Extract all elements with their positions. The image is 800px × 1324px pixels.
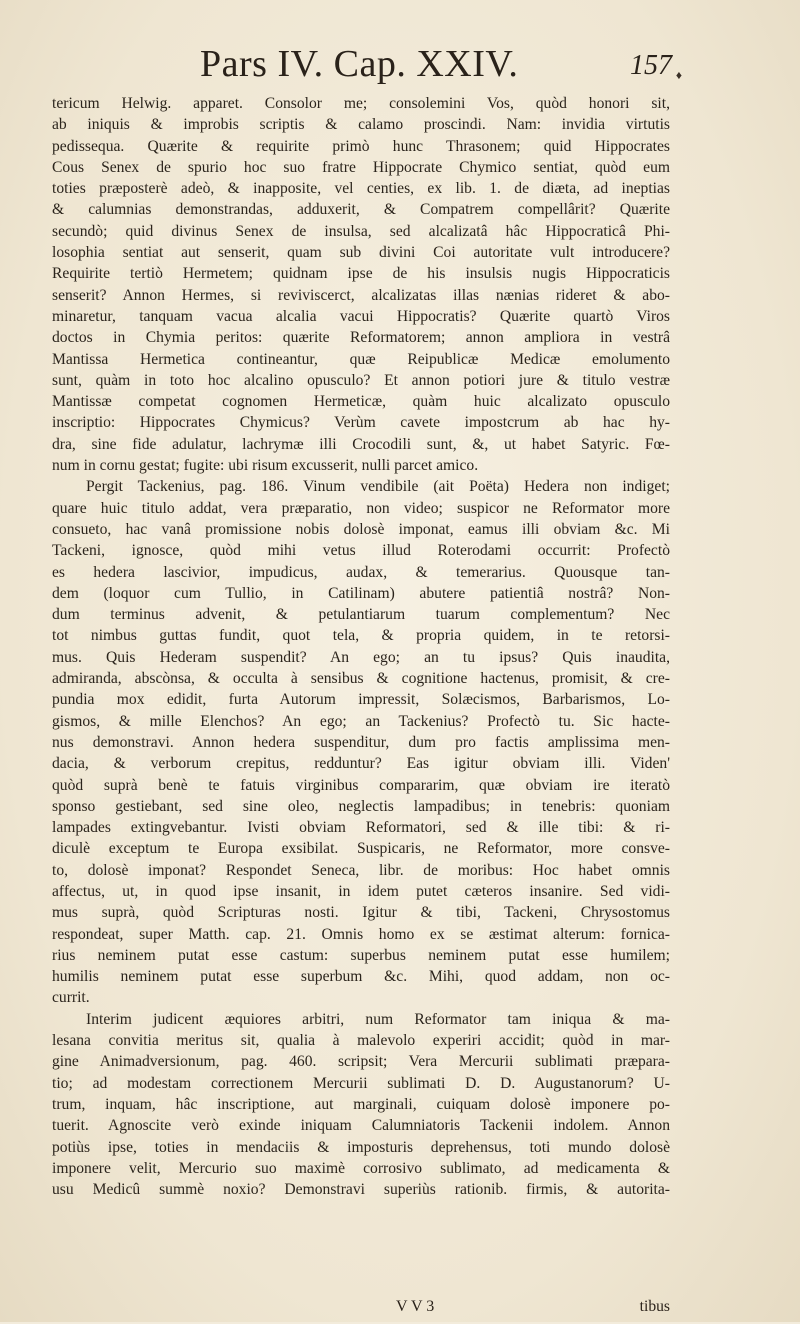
text-line: affectus, ut, in quod ipse insanit, in idem putet cæteros insanire. Sed vidi- <box>52 882 670 900</box>
text-line: tio; ad modestam correctionem Mercurii sublimati D. D. Augustanorum? U- <box>52 1074 670 1092</box>
text-line: es hedera lascivior, impudicus, audax, & temerarius. Quousque tan- <box>52 563 670 581</box>
page-header <box>0 42 800 92</box>
text-line: ab iniquis & improbis scriptis & calamo proscindi. Nam: invidia virtutis <box>52 116 670 134</box>
text-line: Interim judicent æquiores arbitri, num Reformator tam iniqua & ma- <box>86 1010 670 1028</box>
text-line: doctos in Chymia peritos: quærite Reformatorem; annon ampliora in vestrâ <box>52 329 670 347</box>
text-line: mus suprà, quòd Scripturas nosti. Igitur & tibi, Tackeni, Chrysostomus <box>52 904 670 922</box>
text-line: mus. Quis Hederam suspendit? An ego; an tu ipsus? Quis inaudita, <box>52 648 670 666</box>
text-line: diculè exceptum te Europa exsibilat. Suspicaris, ne Reformator, more consve- <box>52 840 670 858</box>
text-line: gine Animadversionum, pag. 460. scripsit; Vera Mercurii sublimati præpara- <box>52 1053 670 1071</box>
text-line: tericum Helwig. apparet. Consolor me; consolemini Vos, quòd honori sit, <box>52 95 670 112</box>
text-line: consueto, hac vanâ promissione nobis dolosè imponat, eamus illi obviam &c. Mi <box>52 520 670 538</box>
text-line: admiranda, abscònsa, & occulta à sensibus & cognitione hactenus, promisit, & cre- <box>52 670 670 688</box>
text-line: inscriptio: Hippocrates Chymicus? Verùm cavete impostcrum ab hac hy- <box>52 414 670 432</box>
signature-mark: V V 3 <box>396 1298 435 1315</box>
text-line: & calumnias demonstrandas, adduxerit, & Compatrem compellârit? Quærite <box>52 201 670 219</box>
text-line: minaretur, tanquam vacua alcalia vacui Hippocratis? Quærite quartò Viros <box>52 307 670 325</box>
text-line: Mantissæ competat cognomen Hermeticæ, quàm huic alcalizato opusculo <box>52 393 670 411</box>
text-line: dacia, & verborum crepitus, redduntur? Eas igitur obviam illi. Viden' <box>52 755 670 773</box>
text-line: potiùs ipse, toties in mendaciis & imposturis deprehensus, toti mundo dolosè <box>52 1138 670 1156</box>
text-line: secundò; quid divinus Senex de insulsa, sed alcalizatâ hâc Hippocraticâ Phi- <box>52 222 670 240</box>
page-footer <box>0 1298 800 1324</box>
text-line: dum terminus advenit, & petulantiarum tuarum complementum? Nec <box>52 606 670 624</box>
text-line: losophia sentiat aut senserit, quam sub divini Coi autoritate vult introducere? <box>52 244 670 262</box>
corner-mark: ♦ <box>675 68 682 82</box>
text-line: pundia mox edidit, furta Autorum impressit, Solæcismos, Barbarismos, Lo- <box>52 691 670 709</box>
text-line: Requirite tertiò Hermetem; quidnam ipse de his insulsis nugis Hippocraticis <box>52 265 670 283</box>
text-line: tuerit. Agnoscite verò exinde iniquam Calumniatoris Tackenii indolem. Annon <box>52 1117 670 1135</box>
text-line: lampades extingvebantur. Ivisti obviam Reformatori, sed & ille tibi: & ri- <box>52 819 670 837</box>
text-line: lesana convitia meritus sit, qualia à malevolo experiri accidit; quòd in mar- <box>52 1032 670 1050</box>
text-line: quare huic titulo addat, vera præparatio, non video; suspicor ne Reformator more <box>52 499 670 517</box>
page-number: 157 <box>630 50 672 81</box>
body-text <box>52 93 670 1200</box>
text-line: imponere velit, Mercurio suo maximè corrosivo sublimato, ad medicamenta & <box>52 1159 670 1177</box>
text-line: num in cornu gestat; fugite: ubi risum excusserit, nulli parcet amico. <box>52 457 479 475</box>
text-line: gismos, & mille Elenchos? An ego; an Tackenius? Profectò tu. Sic hacte- <box>52 712 670 730</box>
text-line: tot nimbus guttas fundit, quot tela, & propria quidem, in te retorsi- <box>52 627 670 645</box>
text-line: Cous Senex de spurio hoc suo fratre Hippocrate Chymico sentiat, quòd eum <box>52 158 670 176</box>
text-line: currit. <box>52 989 90 1007</box>
text-line: senserit? Annon Hermes, si reviviscerct, alcalizatas illas nænias rideret & abo- <box>52 286 670 304</box>
catchword: tibus <box>639 1298 670 1315</box>
text-line: dra, sine fide adulatur, lachrymæ illi Crocodili sunt, &, ut habet Satyric. Fœ- <box>52 435 670 453</box>
text-line: sunt, quàm in toto hoc alcalino opusculo? Et annon potiori jure & titulo vestræ <box>52 371 670 389</box>
text-line: Mantissa Hermetica contineantur, quæ Reipublicæ Medicæ emolumento <box>52 350 670 368</box>
text-line: Pergit Tackenius, pag. 186. Vinum vendibile (ait Poëta) Hedera non indiget; <box>86 478 670 496</box>
text-line: toties præposterè adeò, & inapposite, vel centies, ex lib. 1. de diæta, ad ineptias <box>52 180 670 198</box>
text-line: pedissequa. Quærite & requirite primò hunc Thrasonem; quid Hippocrates <box>52 137 670 155</box>
text-line: humilis neminem putat esse superbum &c. Mihi, quod addam, non oc- <box>52 968 670 986</box>
text-line: trum, inquam, hâc inscriptione, aut marginali, cuiquam dolosè imponere po- <box>52 1095 670 1113</box>
text-line: respondeat, super Matth. cap. 21. Omnis homo ex se æstimat alterum: fornica- <box>52 925 670 943</box>
text-line: quòd suprà benè te fatuis virginibus compararim, quæ obviam ire iteratò <box>52 776 670 794</box>
running-title: Pars IV. Cap. XXIV. <box>200 43 519 85</box>
text-line: rius neminem putat esse castum: superbus neminem putat esse humilem; <box>52 946 670 964</box>
text-line: dem (loquor cum Tullio, in Catilinam) abutere patientiâ nostrâ? Non- <box>52 584 670 602</box>
text-line: sponso gestiebant, sed sine oleo, neglectis lampadibus; in tenebris: quoniam <box>52 797 670 815</box>
text-line: Tackeni, ignosce, quòd mihi vetus illud Roterodami occurrit: Profectò <box>52 542 670 560</box>
text-line: usu Medicû summè noxio? Demonstravi superiùs rationib. firmis, & autorita- <box>52 1181 670 1199</box>
text-line: nus demonstravi. Annon hedera suspenditur, dum pro factis amplissima men- <box>52 733 670 751</box>
text-line: to, dolosè imponat? Respondet Seneca, libr. de moribus: Hoc habet omnis <box>52 861 670 879</box>
